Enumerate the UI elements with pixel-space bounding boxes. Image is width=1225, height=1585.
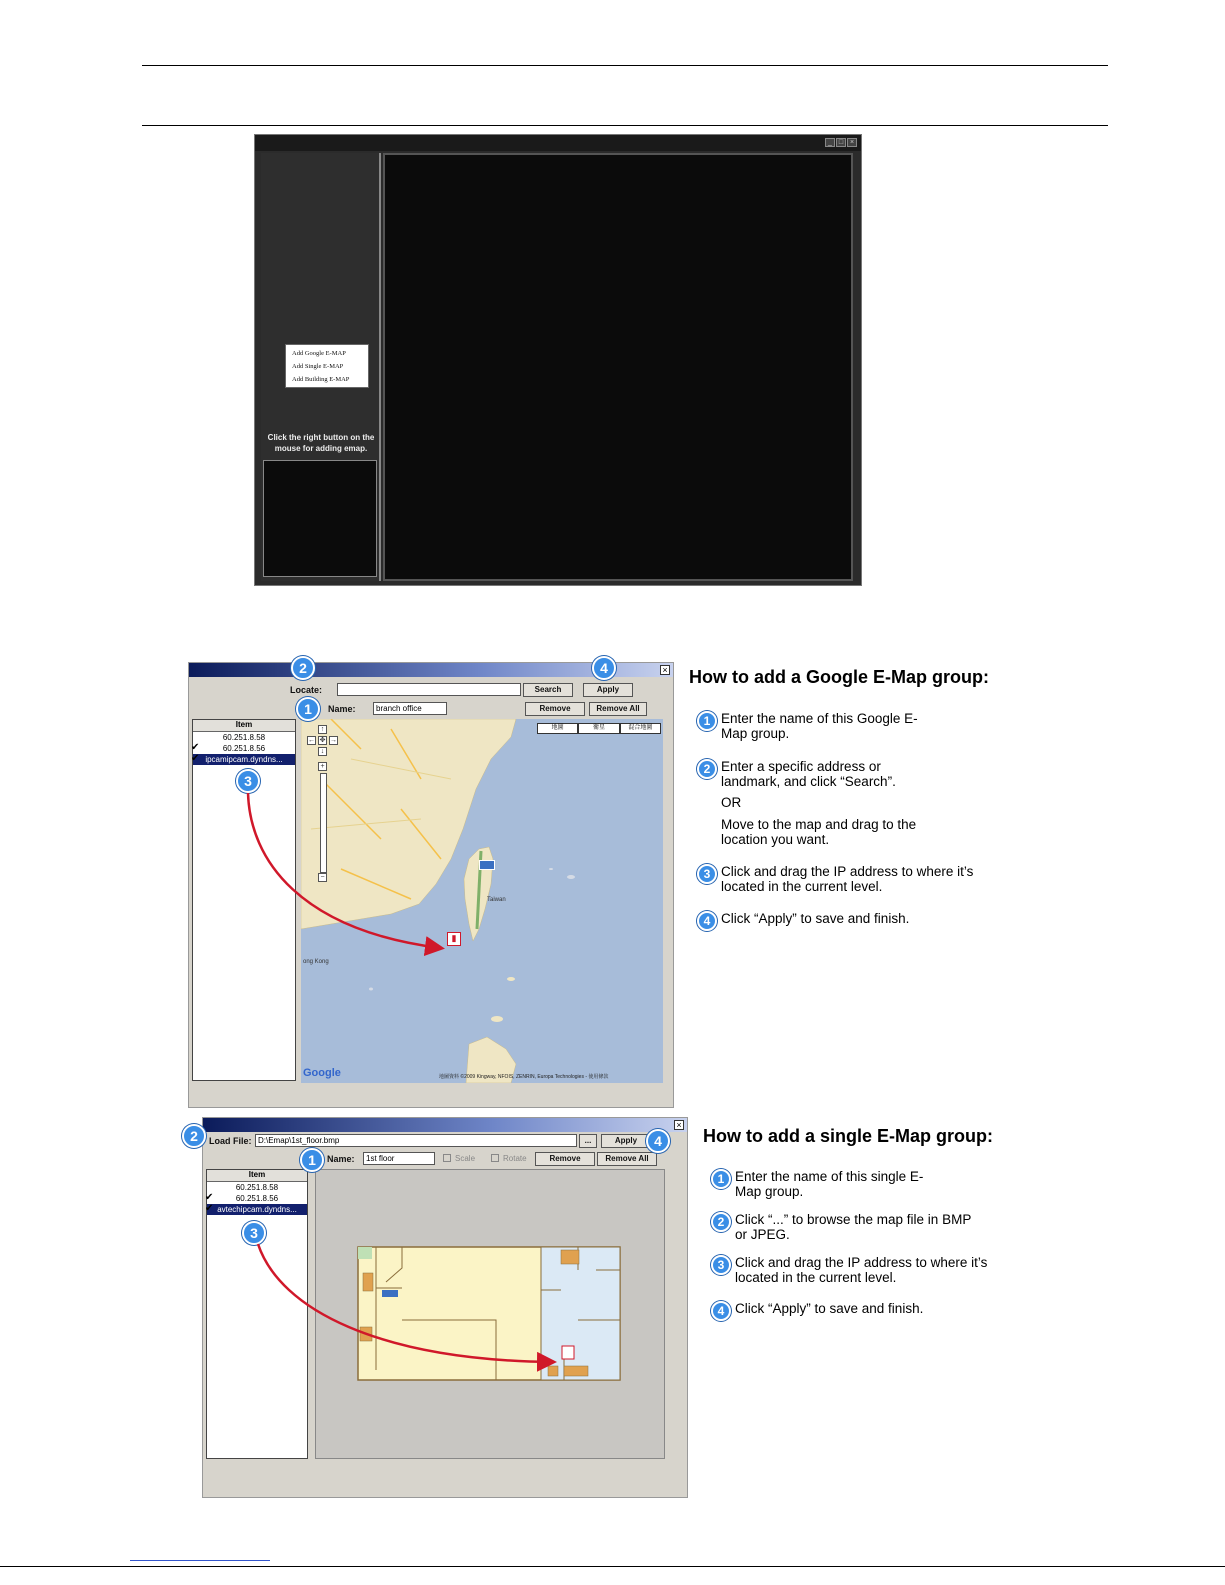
item-list-header: Item — [207, 1170, 307, 1182]
step-number: 2 — [697, 759, 717, 779]
google-instructions-title: How to add a Google E-Map group: — [689, 667, 989, 687]
list-item-label: 60.251.8.58 — [222, 733, 266, 742]
map-label-taiwan: Taiwan — [487, 897, 506, 903]
pan-down-icon[interactable]: ↓ — [318, 747, 327, 756]
step-number: 3 — [711, 1255, 731, 1275]
menu-item-add-single-emap[interactable]: Add Single E-MAP — [292, 363, 344, 370]
remove-all-button[interactable]: Remove All — [597, 1152, 657, 1166]
callout-2: 2 — [291, 656, 315, 680]
step-number: 3 — [697, 864, 717, 884]
step-text: Click “...” to browse the map file in BMP or JPEG. — [735, 1212, 972, 1242]
single-instructions-title: How to add a single E-Map group: — [703, 1126, 993, 1146]
step-text: OR — [721, 795, 742, 810]
scale-label: Scale — [455, 1154, 476, 1163]
callout-1: 1 — [300, 1148, 324, 1172]
step-text: Click “Apply” to save and finish. — [735, 1301, 924, 1316]
list-item-label: ipcamipcam.dyndns... — [205, 755, 283, 764]
maximize-icon[interactable]: □ — [836, 138, 846, 147]
step-text: Click “Apply” to save and finish. — [721, 911, 910, 926]
callout-4: 4 — [592, 656, 616, 680]
step-number: 4 — [711, 1301, 731, 1321]
camera-drop-icon: ▮ — [447, 932, 461, 946]
list-item-label: 60.251.8.58 — [235, 1183, 279, 1192]
step-text: Enter a specific address or landmark, and click “Search”. — [721, 759, 896, 789]
name-label: Name: — [328, 704, 356, 714]
tab-satellite[interactable]: 衛星 — [578, 723, 619, 734]
add-emap-hint: Click the right button on the mouse for adding emap. — [267, 433, 375, 453]
step-number: 4 — [697, 911, 717, 931]
drag-arrow-single — [258, 1244, 552, 1362]
map-label-hong-kong: ong Kong — [303, 959, 329, 965]
callout-2: 2 — [182, 1124, 206, 1148]
load-file-label: Load File: — [209, 1136, 252, 1146]
checkmark-icon: ✔ — [205, 1203, 214, 1214]
name-label: Name: — [327, 1154, 355, 1164]
pan-center-icon[interactable]: ✥ — [319, 737, 326, 744]
apply-button[interactable]: Apply — [601, 1134, 651, 1148]
zoom-in-icon[interactable]: + — [318, 762, 327, 771]
step-number: 1 — [711, 1169, 731, 1189]
pan-right-icon[interactable]: → — [330, 737, 337, 744]
step-number: 1 — [697, 711, 717, 731]
pan-up-icon[interactable]: ↑ — [318, 725, 327, 734]
menu-item-add-google-emap[interactable]: Add Google E-MAP — [292, 350, 346, 357]
name-input[interactable]: branch office — [373, 702, 447, 715]
list-item-label: 60.251.8.56 — [235, 1194, 279, 1203]
close-icon[interactable]: × — [847, 138, 857, 147]
callout-3: 3 — [236, 769, 260, 793]
locate-label: Locate: — [290, 685, 323, 695]
footer-rule — [0, 1566, 1225, 1567]
tab-hybrid[interactable]: 混合地圖 — [620, 723, 661, 734]
footer-link-underline — [130, 1560, 270, 1561]
load-file-input[interactable]: D:\Emap\1st_floor.bmp — [255, 1134, 577, 1147]
checkmark-icon: ✔ — [205, 1192, 214, 1203]
step-text: Move to the map and drag to the location you want. — [721, 817, 917, 847]
remove-button[interactable]: Remove — [535, 1152, 595, 1166]
callout-4: 4 — [646, 1129, 670, 1153]
checkmark-icon: ✔ — [191, 742, 200, 753]
close-icon[interactable]: × — [660, 665, 670, 675]
apply-button[interactable]: Apply — [583, 683, 633, 697]
step-text: Enter the name of this Google E-Map group. — [721, 711, 918, 741]
step-number: 2 — [711, 1212, 731, 1232]
remove-button[interactable]: Remove — [525, 702, 585, 716]
google-logo: Google — [303, 1067, 341, 1079]
step-text: Click and drag the IP address to where it’s located in the current level. — [735, 1255, 988, 1285]
tab-map[interactable]: 地圖 — [537, 723, 578, 734]
drag-arrow-google — [248, 793, 440, 948]
close-icon[interactable]: × — [674, 1120, 684, 1130]
callout-3: 3 — [242, 1221, 266, 1245]
checkmark-icon: ✔ — [191, 753, 200, 764]
callout-1: 1 — [296, 697, 320, 721]
step-text: Enter the name of this single E-Map group. — [735, 1169, 924, 1199]
minimize-icon[interactable]: _ — [825, 138, 835, 147]
item-list-header: Item — [193, 720, 295, 732]
list-item-label: avtechipcam.dyndns... — [217, 1205, 297, 1214]
step-text: Click and drag the IP address to where it’s located in the current level. — [721, 864, 974, 894]
menu-item-add-building-emap[interactable]: Add Building E-MAP — [292, 376, 350, 383]
search-button[interactable]: Search — [523, 683, 573, 697]
remove-all-button[interactable]: Remove All — [589, 702, 647, 716]
list-item-label: 60.251.8.56 — [222, 744, 266, 753]
rotate-label: Rotate — [503, 1154, 527, 1163]
pan-left-icon[interactable]: ← — [308, 737, 315, 744]
name-input[interactable]: 1st floor — [363, 1152, 435, 1165]
browse-button[interactable]: ... — [579, 1134, 597, 1148]
zoom-out-icon[interactable]: − — [318, 873, 327, 882]
map-copyright: 地圖資料 ©2009 Kingway, NFOIS, ZENRIN, Europa Technologies - 使用條款 — [439, 1074, 609, 1080]
